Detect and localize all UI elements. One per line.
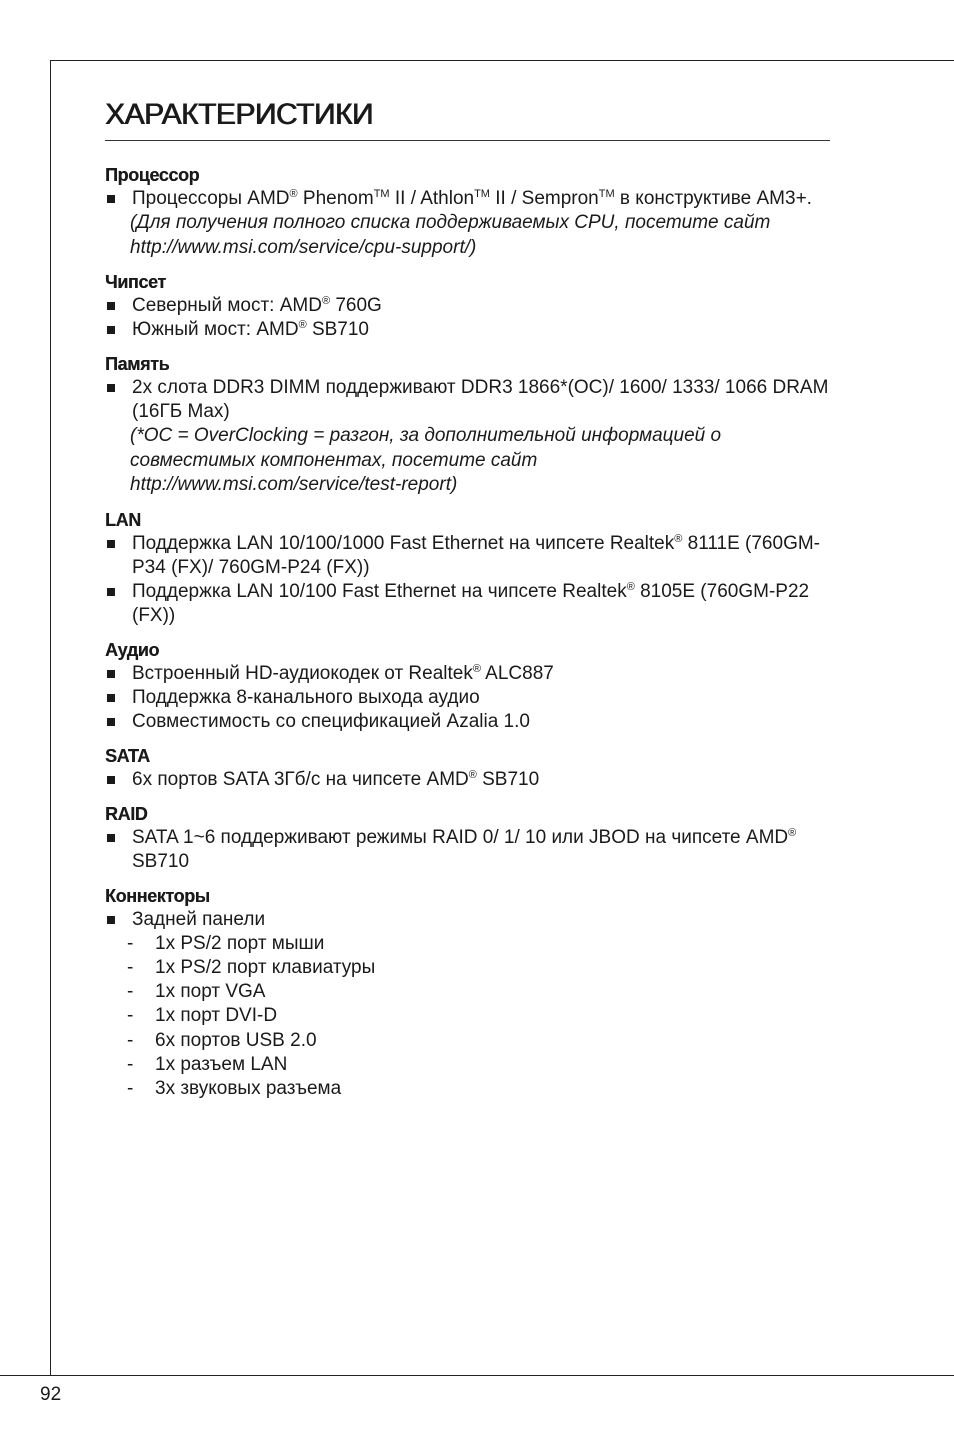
dash-icon: - [127,1029,134,1051]
page-content [105,95,830,1102]
frame-top-line [50,60,954,61]
section-memory [105,352,830,498]
cpu-list [105,187,830,211]
bullet-icon [107,670,115,678]
memory-note: (*OC = OverClocking = разгон, за дополнительной информацией о совместимых компонентах, посетите сайт http://www.msi.com/service/test-report) [130,425,722,495]
sub-list-item: - 1x PS/2 порт мыши [105,932,830,956]
sub-list-item: - 6x портов USB 2.0 [105,1029,830,1053]
chipset-list [105,294,830,342]
dash-icon: - [127,1078,134,1100]
dash-icon: - [127,1005,134,1027]
list-item: 2x слота DDR3 DIMM поддерживают DDR3 1866*(OC)/ 1600/ 1333/ 1066 DRAM (16ГБ Max) [105,376,830,424]
cpu-note: (Для получения полного списка поддерживаемых CPU, посетите сайт http://www.msi.com/service/cpu-support/) [130,212,771,258]
lan-list [105,532,830,628]
section-cpu [105,163,830,260]
page-number: 92 [40,1384,62,1405]
bullet-icon [107,540,115,548]
section-title-lan: LAN [105,509,141,530]
section-title-connectors: Коннекторы [105,885,210,906]
bullet-icon [107,195,115,203]
list-item: Поддержка LAN 10/100 Fast Ethernet на чипсете Realtek® 8105E (760GM-P22 (FX)) [105,580,830,628]
bullet-icon [107,776,115,784]
list-item: Южный мост: AMD® SB710 [105,318,830,342]
list-item: 6x портов SATA 3Гб/с на чипсете AMD® SB710 [105,768,830,792]
list-item: Совместимость со спецификацией Azalia 1.0 [105,710,830,734]
raid-list [105,826,830,874]
section-chipset [105,270,830,342]
list-item: Северный мост: AMD® 760G [105,294,830,318]
sub-list-item: - 3x звуковых разъема [105,1077,830,1101]
connectors-sublist [105,932,830,1102]
dash-icon: - [127,981,134,1003]
title-block [105,95,830,141]
bullet-icon [107,718,115,726]
section-title-audio: Аудио [105,639,160,660]
page-title: ХАРАКТЕРИСТИКИ [105,95,830,141]
section-title-memory: Память [105,354,170,374]
list-item: Поддержка 8-канального выхода аудио [105,686,830,710]
list-item: Процессоры AMD® Phenom™ II / Athlon™ II / Sempron™ в конструктиве AM3+. [105,187,830,211]
bullet-icon [107,384,115,392]
bullet-icon [107,302,115,310]
dash-icon: - [127,932,134,954]
bullet-icon [107,834,115,842]
section-title-chipset: Чипсет [105,272,166,292]
bullet-icon [107,694,115,702]
connectors-list [105,908,830,932]
bullet-icon [107,326,115,334]
section-title-sata: SATA [105,745,150,766]
dash-icon: - [127,956,134,978]
bullet-icon [107,588,115,596]
memory-list [105,376,830,424]
frame-left-line [50,60,51,1375]
list-item: Встроенный HD-аудиокодек от Realtek® ALC887 [105,662,830,686]
section-sata [105,744,830,792]
section-raid [105,802,830,874]
section-connectors [105,884,830,1102]
frame-bottom-line [0,1375,954,1376]
section-title-raid: RAID [105,803,148,824]
sub-list-item: - 1x PS/2 порт клавиатуры [105,956,830,980]
sub-list-item: - 1x порт VGA [105,980,830,1004]
sub-list-item: - 1x разъем LAN [105,1053,830,1077]
sata-list [105,768,830,792]
list-item: Задней панели [105,908,830,932]
dash-icon: - [127,1053,134,1075]
bullet-icon [107,916,115,924]
audio-list [105,662,830,734]
section-lan [105,508,830,628]
section-audio [105,638,830,734]
sub-list-item: - 1x порт DVI-D [105,1004,830,1028]
list-item: Поддержка LAN 10/100/1000 Fast Ethernet на чипсете Realtek® 8111E (760GM-P34 (FX)/ 760GM-P24 (FX)) [105,532,830,580]
section-title-cpu: Процессор [105,165,200,185]
list-item: SATA 1~6 поддерживают режимы RAID 0/ 1/ 10 или JBOD на чипсете AMD® SB710 [105,826,830,874]
